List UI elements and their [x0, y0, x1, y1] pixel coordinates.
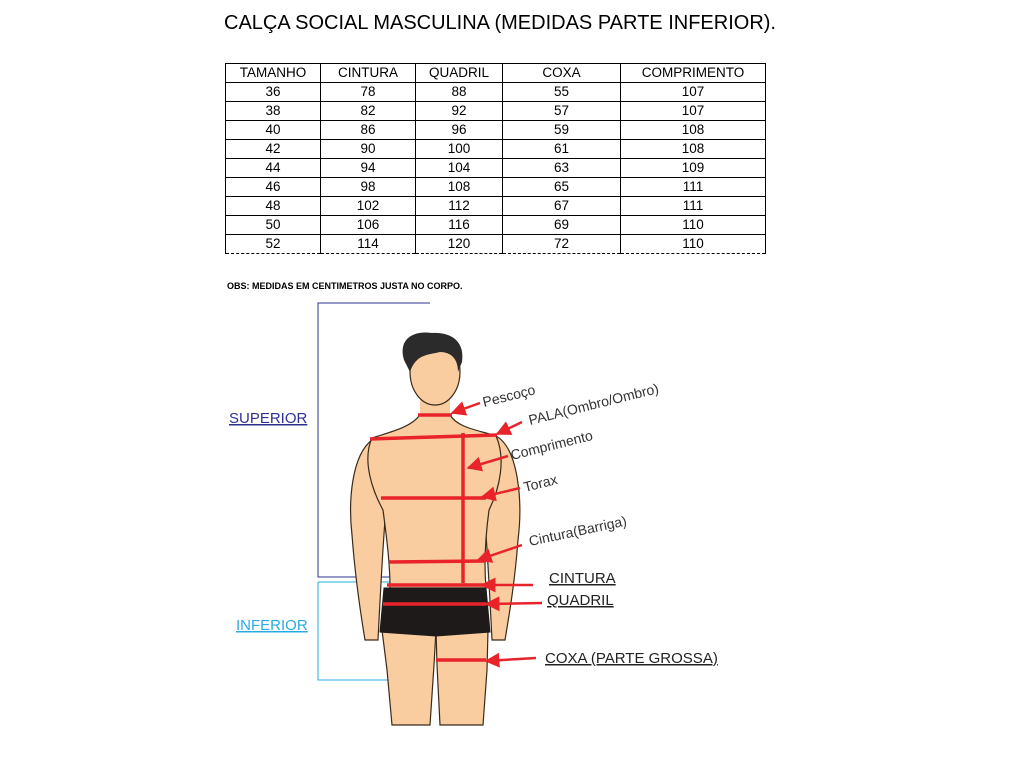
table-cell: 90	[321, 140, 416, 159]
table-cell: 61	[503, 140, 621, 159]
label-coxa: COXA (PARTE GROSSA)	[545, 650, 718, 667]
table-cell: 96	[416, 121, 503, 140]
header-cintura: CINTURA	[321, 64, 416, 83]
label-pala: PALA(Ombro/Ombro)	[526, 380, 661, 428]
table-cell: 55	[503, 83, 621, 102]
table-cell: 86	[321, 121, 416, 140]
label-quadril: QUADRIL	[547, 592, 614, 609]
belly-line	[389, 561, 486, 562]
label-cintura-barriga: Cintura(Barriga)	[527, 512, 629, 549]
table-cell: 94	[321, 159, 416, 178]
table-cell: 59	[503, 121, 621, 140]
table-cell: 78	[321, 83, 416, 102]
table-cell: 88	[416, 83, 503, 102]
table-cell: 98	[321, 178, 416, 197]
table-cell: 112	[416, 197, 503, 216]
table-cell: 102	[321, 197, 416, 216]
table-cell: 72	[503, 235, 621, 254]
label-torax: Torax	[521, 471, 559, 495]
table-cell: 107	[621, 83, 766, 102]
table-cell: 50	[226, 216, 321, 235]
table-cell: 82	[321, 102, 416, 121]
page-title: CALÇA SOCIAL MASCULINA (MEDIDAS PARTE INFERIOR).	[224, 12, 776, 34]
table-cell: 108	[621, 140, 766, 159]
table-cell: 65	[503, 178, 621, 197]
label-pescoco: Pescoço	[480, 381, 537, 410]
table-cell: 111	[621, 197, 766, 216]
table-cell: 110	[621, 235, 766, 254]
header-quadril: QUADRIL	[416, 64, 503, 83]
table-cell: 120	[416, 235, 503, 254]
header-coxa: COXA	[503, 64, 621, 83]
table-cell: 63	[503, 159, 621, 178]
table-cell: 108	[416, 178, 503, 197]
table-cell: 111	[621, 178, 766, 197]
table-cell: 110	[621, 216, 766, 235]
table-cell: 106	[321, 216, 416, 235]
shorts	[380, 588, 490, 636]
table-cell: 107	[621, 102, 766, 121]
table-cell: 57	[503, 102, 621, 121]
header-tamanho: TAMANHO	[226, 64, 321, 83]
measurement-note: OBS: MEDIDAS EM CENTIMETROS JUSTA NO CORPO.	[227, 281, 463, 291]
arrow-pala	[497, 422, 522, 434]
label-cintura: CINTURA	[549, 570, 616, 587]
table-cell: 52	[226, 235, 321, 254]
label-superior: SUPERIOR	[229, 410, 308, 427]
table-cell: 38	[226, 102, 321, 121]
table-cell: 104	[416, 159, 503, 178]
table-cell: 114	[321, 235, 416, 254]
arrow-quadril	[486, 603, 542, 604]
right-leg	[436, 630, 488, 725]
arrow-coxa	[486, 658, 536, 661]
table-cell: 100	[416, 140, 503, 159]
table-cell: 67	[503, 197, 621, 216]
table-cell: 109	[621, 159, 766, 178]
arrow-pescoco	[452, 403, 480, 413]
table-cell: 48	[226, 197, 321, 216]
label-inferior: INFERIOR	[236, 617, 308, 634]
header-comprimento: COMPRIMENTO	[621, 64, 766, 83]
label-comprimento: Comprimento	[508, 427, 595, 463]
table-cell: 40	[226, 121, 321, 140]
table-cell: 44	[226, 159, 321, 178]
table-cell: 116	[416, 216, 503, 235]
table-cell: 36	[226, 83, 321, 102]
table-cell: 92	[416, 102, 503, 121]
table-cell: 108	[621, 121, 766, 140]
table-cell: 46	[226, 178, 321, 197]
table-cell: 42	[226, 140, 321, 159]
left-leg	[382, 630, 436, 725]
table-cell: 69	[503, 216, 621, 235]
